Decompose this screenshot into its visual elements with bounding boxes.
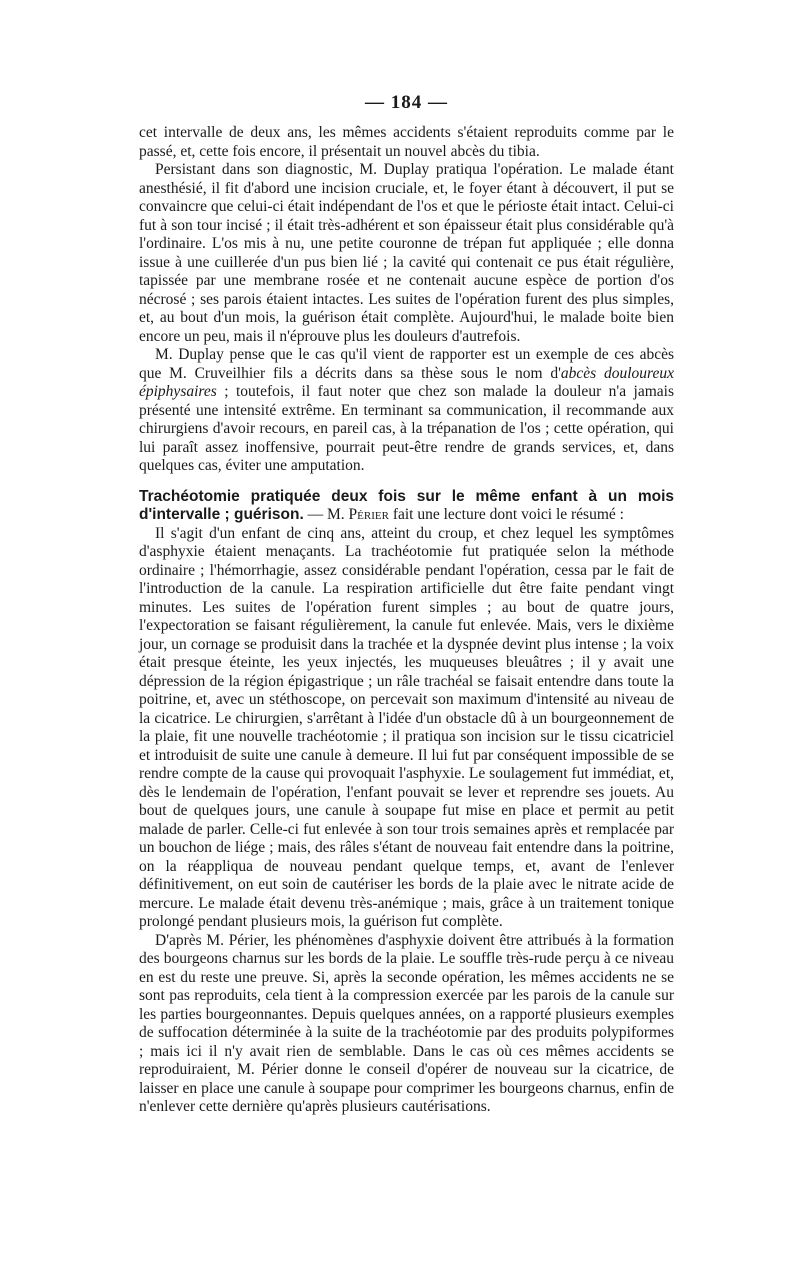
italic-term: abcès douloureux épiphysaires (139, 364, 674, 400)
page-number: — 184 — (365, 92, 448, 113)
heading-intro: fait une lecture dont voici le résumé : (388, 506, 624, 523)
paragraph-duplay-conclusion (139, 346, 674, 476)
article-heading (139, 488, 674, 525)
text-segment: ; toutefois, il faut noter que chez son malade la douleur n'a jamais présenté une intensité extrême. En terminant sa communication, il recommande aux chirurgiens d'avoir recours, en pareil cas, à la trépanation de l'os ; cette opération, qui lui paraît assez inoffensive, pourrait peut-être rendre de grands services, et, dans quelques cas, éviter une amputation. (139, 383, 674, 474)
author-name: Périer (348, 506, 389, 523)
article-title: Trachéotomie pratiquée deux fois sur le même enfant à un mois d'intervalle ; guérison. (139, 487, 674, 523)
paragraph-operation: Persistant dans son diagnostic, M. Duplay pratiqua l'opération. Le malade étant anesthésié, il fit d'abord une incision cruciale, et, le foyer étant à découvert, il put se convaincre que celui-ci était indépendant de l'os et que le périoste était intact. Celui-ci fut à son tour incisé ; il était très-adhérent et son épaisseur était plus considérable qu'à l'ordinaire. L'os mis à nu, une petite couronne de trépan fut appliquée ; elle donna issue à une cuillerée d'un pus bien lié ; la cavité qui contenait ce pus était régulière, tapissée par une membrane rosée et ne contenait aucune espèce de portion d'os nécrosé ; ses parois étaient intactes. Les suites de l'opération furent des plus simples, et, au bout d'un mois, la guérison était complète. Aujourd'hui, le malade boite bien encore un peu, mais il n'éprouve plus les douleurs d'autrefois. (139, 161, 674, 345)
heading-dash: — M. (303, 506, 349, 523)
text-segment: M. Duplay pense que le cas qu'il vient de rapporter est un exemple de ces abcès que M. Cruveilhier fils a décrits dans sa thèse sous le nom d' (139, 346, 674, 382)
paragraph-case-report: Il s'agit d'un enfant de cinq ans, atteint du croup, et chez lequel les symptômes d'asphyxie étaient menaçants. La trachéotomie fut pratiquée selon la méthode ordinaire ; l'hémorrhagie, assez considérable pendant l'opération, cessa par le fait de l'introduction de la canule. La respiration artificielle dut être faite pendant vingt minutes. Les suites de l'opération furent simples ; au bout de quatre jours, l'expectoration se faisant régulièrement, la canule fut enlevée. Mais, vers le dixième jour, un cornage se produisit dans la trachée et la dyspnée devint plus intense ; la voix était presque éteinte, les yeux injectés, les muqueuses bleuâtres ; il y avait une dépression de la région épigastrique ; un râle trachéal se faisait entendre dans toute la poitrine, et, avec un stéthoscope, on percevait son maximum d'intensité au niveau de la cicatrice. Le chirurgien, s'arrêtant à l'idée d'un obstacle dû à un bourgeonnement de la plaie, fit une nouvelle trachéotomie ; il pratiqua son incision sur le tissu cicatriciel et introduisit de suite une canule à demeure. Il lui fut par conséquent impossible de se rendre compte de la cause qui provoquait l'asphyxie. Le soulagement fut immédiat, et, dès le lendemain de l'opération, l'enfant pouvait se lever et reprendre ses jouets. Au bout de quelques jours, une canule à soupape fut mise en place et permit au petit malade de parler. Celle-ci fut enlevée à son tour trois semaines après et remplacée par un bouchon de liége ; mais, des râles s'étant de nouveau fait entendre dans la poitrine, on la réappliqua de nouveau pendant quelque temps, et, avant de l'enlever définitivement, on eut soin de cautériser les bords de la plaie avec le nitrate acide de mercure. Le malade était devenu très-anémique ; mais, grâce à un traitement tonique prolongé pendant plusieurs mois, la guérison fut complète. (139, 524, 674, 930)
paragraph-continuation: cet intervalle de deux ans, les mêmes accidents s'étaient reproduits comme par le passé, et, cette fois encore, il présentait un nouvel abcès du tibia. (139, 124, 674, 160)
paragraph-perier-analysis: D'après M. Périer, les phénomènes d'asphyxie doivent être attribués à la formation des bourgeons charnus sur les bords de la plaie. Le souffle très-rude perçu à ce niveau en est du reste une preuve. Si, après la seconde opération, les mêmes accidents ne se sont pas reproduits, cela tient à la compression exercée par les parois de la canule sur les parties bourgeonnantes. Depuis quelques années, on a rapporté plusieurs exemples de suffocation déterminée à la suite de la trachéotomie par des produits polypiformes ; mais ici il n'y avait rien de semblable. Dans le cas où ces mêmes accidents se reproduiraient, M. Périer donne le conseil d'opérer de nouveau sur la cicatrice, de laisser en place une canule à soupape pour comprimer les bourgeons charnus, enfin de n'enlever cette dernière qu'après plusieurs cautérisations. (139, 931, 674, 1115)
